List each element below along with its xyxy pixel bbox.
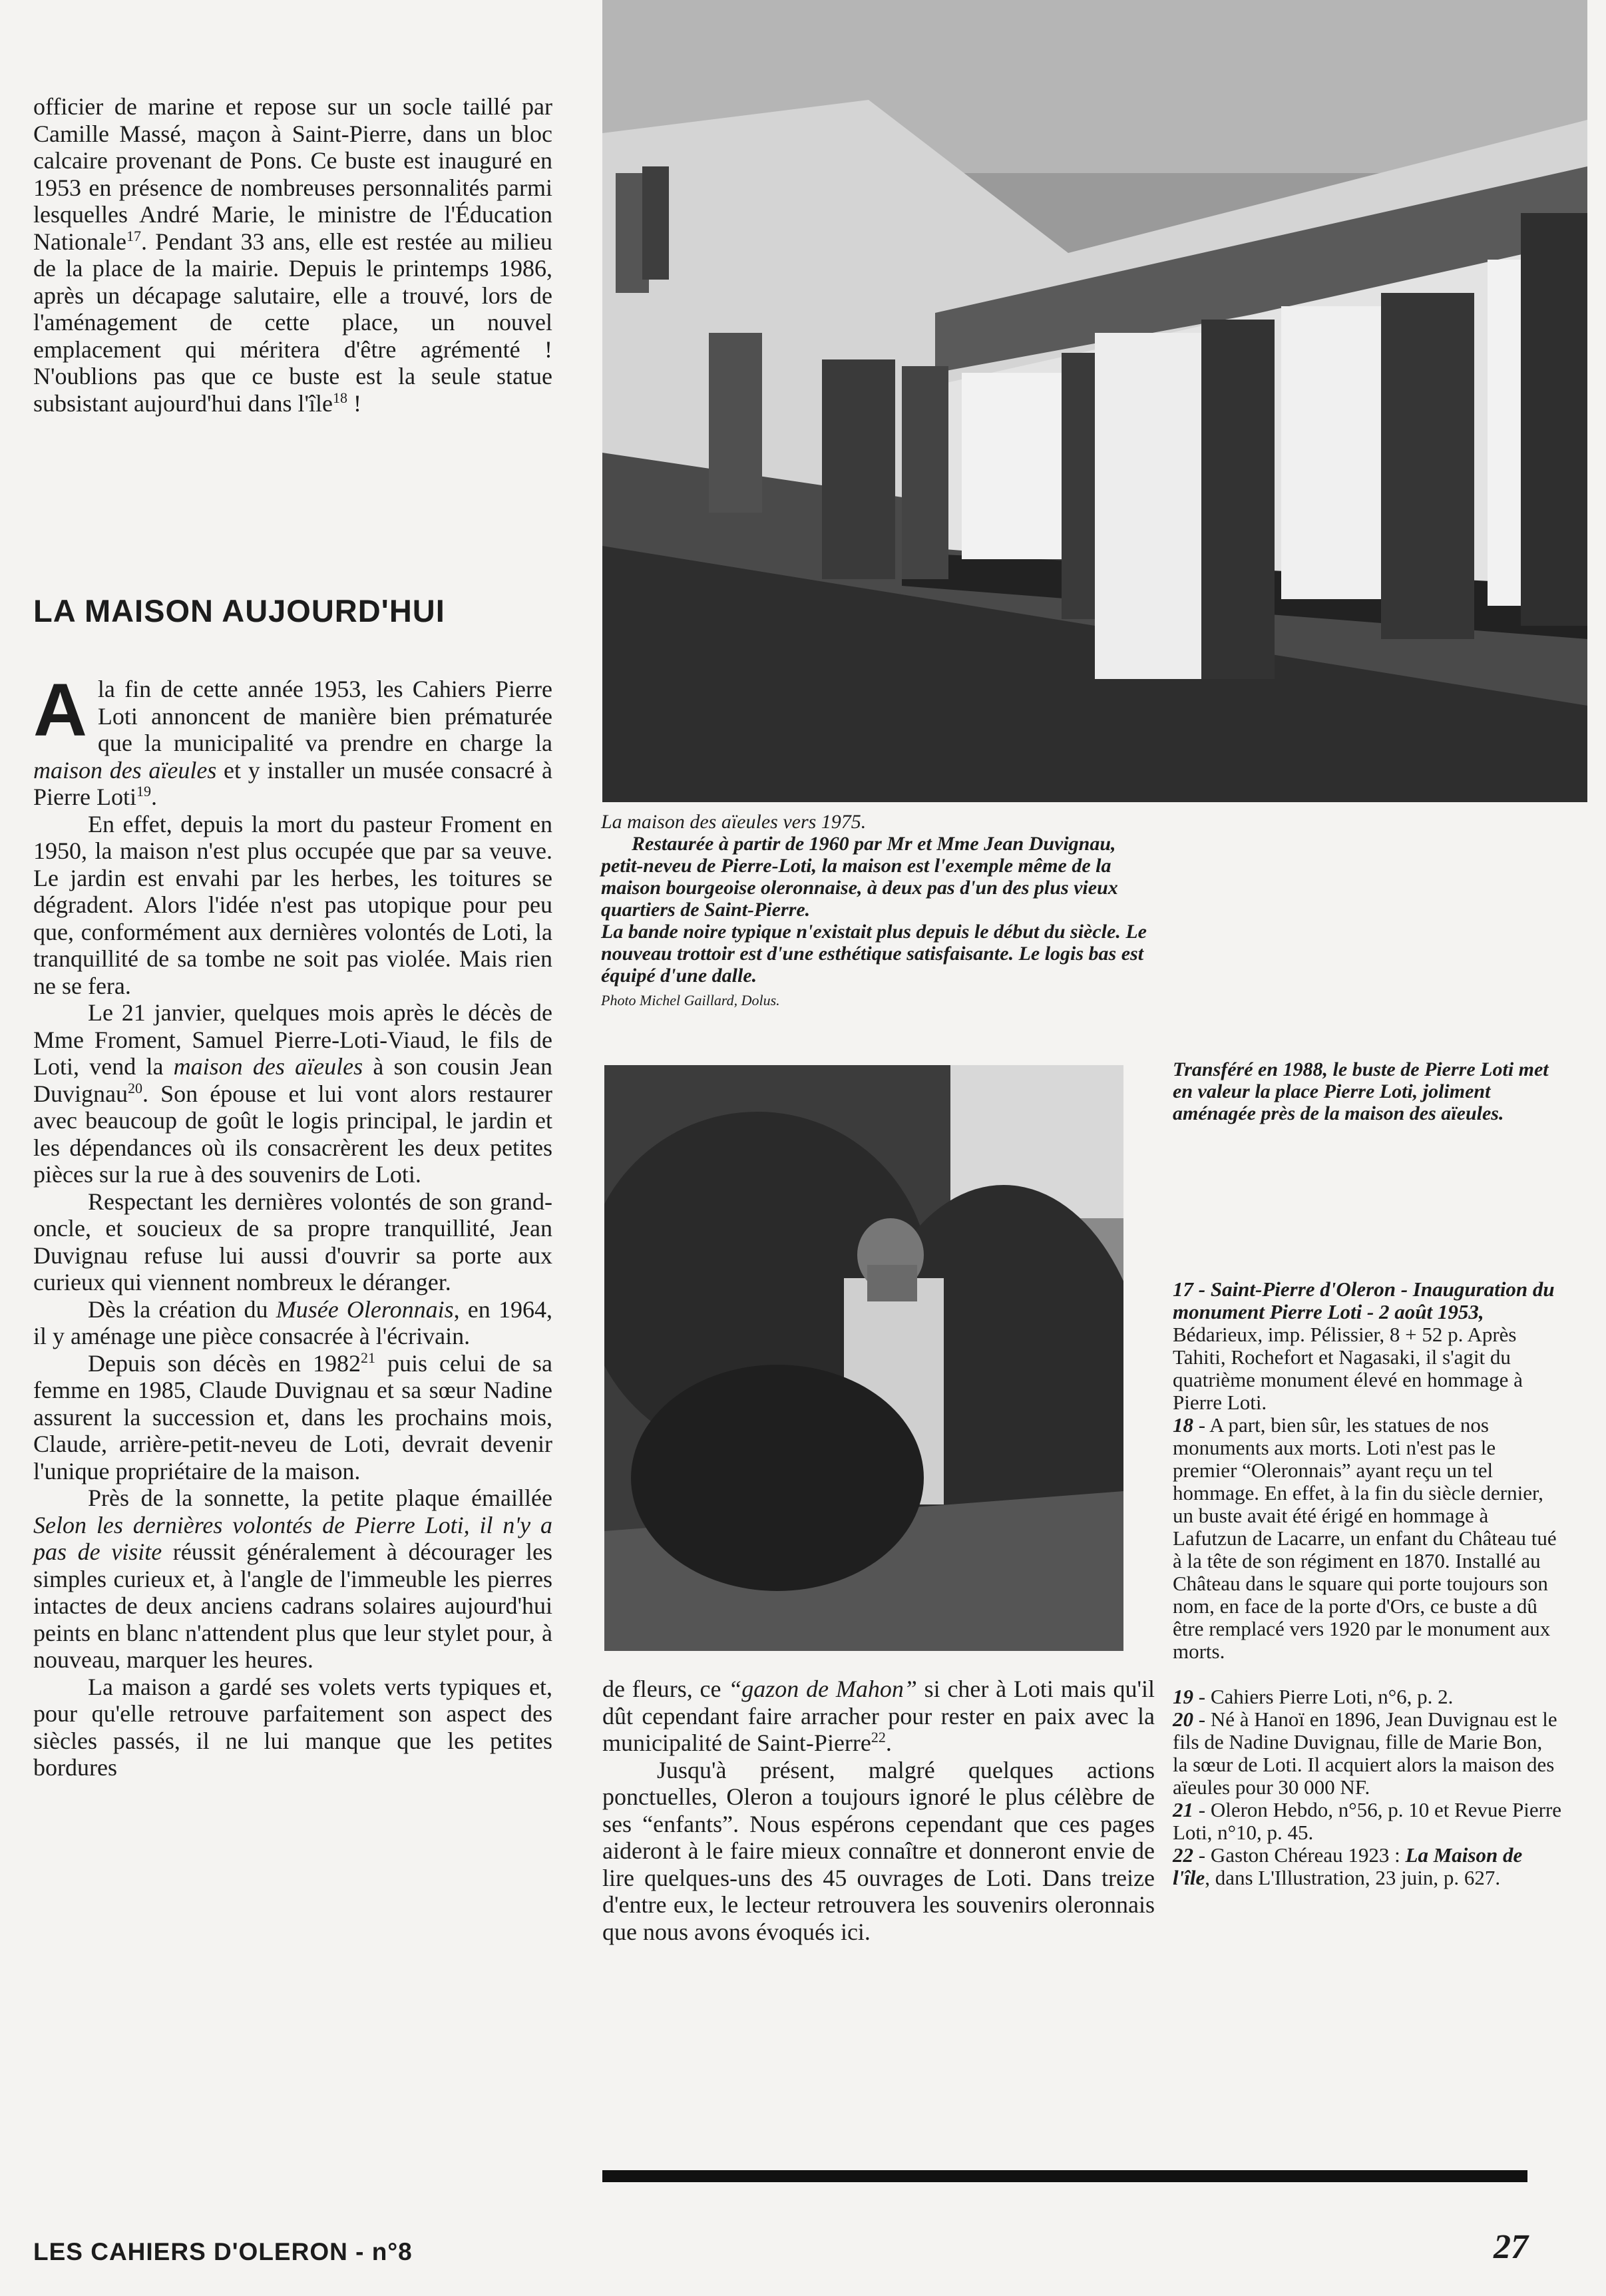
intro-paragraph bbox=[33, 93, 552, 417]
paragraph-8: La maison a gardé ses volets verts typiques et, pour qu'elle retrouve parfaitement son aspect des siècles passés, il ne lui manque que les petites bordures bbox=[33, 1673, 552, 1781]
caption-body: Restaurée à partir de 1960 par Mr et Mme Jean Duvignau, petit-neveu de Pierre-Loti, la maison est l'exemple même de la maison bourgeoise oleronnaise, à deux pas d'un des plus vieux quartiers de Saint-Pierre. bbox=[601, 833, 1118, 921]
bust-photo-caption bbox=[1173, 1058, 1559, 1124]
p6-text-1: Depuis son décès en 1982 bbox=[88, 1349, 361, 1377]
footnote-17-text: Bédarieux, imp. Pélissier, 8 + 52 p. Après Tahiti, Rochefort et Nagasaki, il s'agit du quatrième monument élevé en hommage à Pierre Loti. bbox=[1173, 1323, 1523, 1414]
mp1-text-2: si cher à Loti mais qu'il dût cependant faire arracher pour rester en paix avec la municipalité de Saint-Pierre bbox=[602, 1676, 1155, 1756]
p5-text-2: , en 1964, il y aménage une pièce consacrée à l'écrivain. bbox=[33, 1295, 552, 1349]
p1-text-1: la fin de cette année 1953, les Cahiers Pierre Loti annoncent de manière bien prématurée que la municipalité va prendre en charge la bbox=[97, 676, 552, 756]
footnote-20 bbox=[1173, 1708, 1562, 1799]
footnote-ref-17[interactable]: 17 bbox=[126, 227, 141, 244]
photo-credit: Photo Michel Gaillard, Dolus. bbox=[601, 992, 780, 1009]
footnote-ref-20[interactable]: 20 bbox=[127, 1079, 142, 1096]
mp1-text-3: . bbox=[885, 1729, 892, 1756]
footnote-17-title: 17 - Saint-Pierre d'Oleron - Inauguration du monument Pierre Loti - 2 août 1953, bbox=[1173, 1277, 1555, 1323]
footnotes bbox=[1173, 1278, 1562, 1889]
footnote-22-title: La Maison de l'île bbox=[1173, 1843, 1523, 1889]
journal-footer: LES CAHIERS D'OLERON - n°8 bbox=[33, 2238, 413, 2265]
caption-body-2: La bande noire typique n'existait plus depuis le début du siècle. Le nouveau trottoir est d'une esthétique satisfaisante. Le logis bas est équipé d'une dalle. bbox=[601, 921, 1147, 987]
section-heading: LA MAISON AUJOURD'HUI bbox=[33, 593, 445, 628]
footnote-21-number: 21 bbox=[1173, 1798, 1193, 1821]
footnote-19-text: - Cahiers Pierre Loti, n°6, p. 2. bbox=[1193, 1685, 1454, 1708]
paragraph-4: Respectant les dernières volontés de son grand-oncle, et soucieux de sa propre tranquillité, Jean Duvignau refuse lui aussi d'ouvrir sa porte aux curieux qui viennent nombreux le déranger. bbox=[33, 1188, 552, 1295]
p1-text-2: et y installer un musée consacré à Pierre Loti bbox=[33, 756, 552, 810]
p3-text-1: Le 21 janvier, quelques mois après le décès de Mme Froment, Samuel Pierre-Loti-Viaud, le fils de Loti, vend la bbox=[33, 999, 552, 1080]
mp1-text-1: de fleurs, ce bbox=[602, 1676, 729, 1702]
footnote-ref-22[interactable]: 22 bbox=[871, 1729, 886, 1745]
paragraph-2: En effet, depuis la mort du pasteur Froment en 1950, la maison n'est plus occupée que par sa veuve. Le jardin est envahi par les herbes, les toitures se dégradent. Alors l'idée n'est pas utopique pour peu que, conformément aux dernières volontés de Loti, la tranquillité de sa tombe ne soit pas violée. Mais rien ne se fera. bbox=[33, 810, 552, 999]
footnote-19-number: 19 bbox=[1173, 1685, 1193, 1708]
page-number: 27 bbox=[1494, 2228, 1528, 2266]
footnote-18-text: - A part, bien sûr, les statues de nos monuments aux morts. Loti n'est pas le premier “Oleronnais” ayant reçu un tel hommage. En effet, à la fin du siècle dernier, un buste avait été érigé en hommage à Lafutzun de Lacarre, un enfant du Château tué à la tête de son régiment en 1870. Installé au Château dans le square qui porte toujours son nom, en face de la porte d'Ors, ce buste a dû être remplacé vers 1920 par le monument aux morts. bbox=[1173, 1413, 1557, 1663]
paragraph-7 bbox=[33, 1485, 552, 1674]
house-photo-caption bbox=[601, 811, 1147, 1011]
p5-text-1: Dès la création du bbox=[88, 1295, 276, 1323]
p7-em: Selon les dernières volontés de Pierre Loti, il n'y a pas de visite bbox=[33, 1511, 552, 1565]
footnote-19 bbox=[1173, 1686, 1562, 1708]
middle-paragraph-2: Jusqu'à présent, malgré quelques actions ponctuelles, Oleron a toujours ignoré le plus célèbre de ses “enfants”. Nous espérons cependant que ces pages aideront à le faire mieux connaître et donneront envie de lire quelques-uns des 45 ouvrages de Loti. Dans treize d'entre eux, le lecteur retrouvera les souvenirs oleronnais que nous avons évoqués ici. bbox=[602, 1756, 1155, 1945]
bottom-rule bbox=[602, 2170, 1527, 2182]
bust-caption-text: Transféré en 1988, le buste de Pierre Loti met en valeur la place Pierre Loti, joliment aménagée près de la maison des aïeules. bbox=[1173, 1058, 1549, 1124]
p3-text-3: . Son épouse et lui vont alors restaurer avec beaucoup de goût le logis principal, le jardin et les dépendances où ils consacrèrent les deux petites pièces sur la rue à des souvenirs de Loti. bbox=[33, 1080, 552, 1188]
intro-text-2: . Pendant 33 ans, elle est restée au milieu de la place de la mairie. Depuis le printemps 1986, après un décapage salutaire, elle a trouvé, lors de l'aménagement de cette place, un nouvel emplacement qui méritera d'être agrémenté ! N'oublions pas que ce buste est la seule statue subsistant aujourd'hui dans l'île bbox=[33, 228, 552, 417]
paragraph-5 bbox=[33, 1296, 552, 1350]
footnote-ref-18[interactable]: 18 bbox=[332, 389, 347, 406]
footnote-22 bbox=[1173, 1844, 1562, 1889]
p7-text-1: Près de la sonnette, la petite plaque émaillée bbox=[88, 1485, 552, 1511]
p3-text-2: à son cousin Jean Duvignau bbox=[33, 1053, 553, 1107]
intro-text-3: ! bbox=[347, 389, 361, 417]
p6-text-2: puis celui de sa femme en 1985, Claude Duvignau et sa sœur Nadine assurent la succession et, dans les prochains mois, Claude, arrière-petit-neveu de Loti, devrait devenir l'unique propriétaire de la maison. bbox=[33, 1349, 552, 1485]
paragraph-3 bbox=[33, 999, 552, 1188]
paragraph-6 bbox=[33, 1350, 552, 1485]
footnote-22-number: 22 bbox=[1173, 1843, 1193, 1867]
p1-text-3: . bbox=[150, 784, 157, 810]
intro-text-1: officier de marine et repose sur un socle taillé par Camille Massé, maçon à Saint-Pierre, dans un bloc calcaire provenant de Pons. Ce buste est inauguré en 1953 en présence de nombreuses personnalités parmi lesquelles André Marie, le ministre de l'Éducation Nationale bbox=[33, 93, 552, 255]
caption-line-1: La maison des aïeules vers 1975. bbox=[601, 811, 867, 833]
left-article-body bbox=[33, 668, 553, 1781]
footnote-18 bbox=[1173, 1414, 1562, 1663]
footnote-20-text: - Né à Hanoï en 1896, Jean Duvignau est le fils de Nadine Duvignau, fille de Marie Bon, la sœur de Loti. Il acquiert alors la maison des aïeules pour 30 000 NF. bbox=[1173, 1708, 1557, 1799]
drop-cap: A bbox=[33, 668, 87, 752]
footnote-ref-19[interactable]: 19 bbox=[136, 783, 151, 800]
footnote-17 bbox=[1173, 1278, 1562, 1414]
footnote-ref-21[interactable]: 21 bbox=[360, 1349, 375, 1366]
house-photo bbox=[602, 0, 1587, 802]
mp1-em: “gazon de Mahon” bbox=[728, 1676, 917, 1702]
footnote-20-number: 20 bbox=[1173, 1708, 1193, 1731]
footnote-21-text: - Oleron Hebdo, n°56, p. 10 et Revue Pierre Loti, n°10, p. 45. bbox=[1173, 1798, 1562, 1844]
p5-em: Musée Oleronnais bbox=[276, 1295, 454, 1323]
house-photo-illustration bbox=[602, 0, 1587, 802]
footnote-22-rest: , dans L'Illustration, 23 juin, p. 627. bbox=[1205, 1866, 1501, 1889]
bust-photo bbox=[604, 1065, 1123, 1651]
bust-photo-illustration bbox=[604, 1065, 1123, 1651]
middle-paragraph-1 bbox=[602, 1676, 1155, 1757]
p3-em: maison des aïeules bbox=[173, 1053, 363, 1080]
middle-article-body bbox=[602, 1676, 1155, 1945]
footnote-21 bbox=[1173, 1799, 1562, 1844]
p7-text-2: réussit généralement à décourager les simples curieux et, à l'angle de l'immeuble les pierres intactes de deux anciens cadrans solaires aujourd'hui peints en blanc n'attendent plus que leur stylet pour, à nouveau, marquer les heures. bbox=[33, 1538, 552, 1673]
footnote-18-number: 18 bbox=[1173, 1413, 1193, 1437]
footnote-22-text: - Gaston Chéreau 1923 : bbox=[1193, 1843, 1406, 1867]
p1-em: maison des aïeules bbox=[33, 756, 217, 784]
